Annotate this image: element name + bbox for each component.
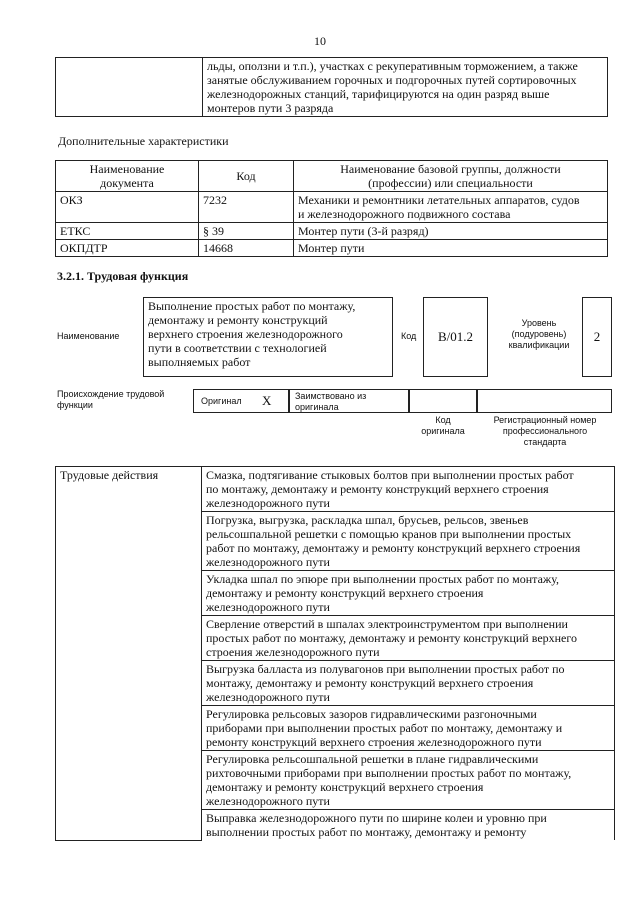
labor-actions-label: Трудовые действия bbox=[56, 467, 202, 841]
registration-number-label bbox=[478, 415, 612, 448]
name-label: Наименование bbox=[57, 331, 120, 341]
action-item bbox=[202, 751, 615, 810]
action-line: железнодорожного пути bbox=[206, 496, 330, 510]
action-item bbox=[202, 467, 615, 512]
labor-actions-table bbox=[55, 466, 615, 841]
borrowed-line: Заимствовано из bbox=[295, 391, 367, 401]
table-header-row bbox=[56, 161, 608, 192]
code-label: Код bbox=[401, 331, 417, 341]
action-line: железнодорожного пути bbox=[206, 794, 330, 808]
name-line: пути в соответствии с технологией bbox=[148, 341, 327, 355]
action-item bbox=[202, 571, 615, 616]
action-line: выполнении простых работ по монтажу, демонтажу и ремонту bbox=[206, 825, 527, 839]
action-line: простых работ по монтажу, демонтажу и ремонту конструкций верхнего bbox=[206, 631, 578, 645]
cell-code: 14668 bbox=[199, 240, 294, 257]
cell-code: § 39 bbox=[199, 223, 294, 240]
function-name-box bbox=[143, 297, 393, 377]
function-code-box: B/01.2 bbox=[423, 297, 488, 377]
name-line: демонтажу и ремонту конструкций bbox=[148, 313, 328, 327]
table-row bbox=[56, 223, 608, 240]
action-line: Смазка, подтягивание стыковых болтов при выполнении простых работ bbox=[206, 468, 574, 482]
qualification-level-box: 2 bbox=[582, 297, 612, 377]
registration-number-box bbox=[477, 389, 612, 413]
continuation-table bbox=[55, 57, 608, 117]
action-line: строения железнодорожного пути bbox=[206, 645, 380, 659]
origin-label-line: Происхождение трудовой bbox=[57, 389, 165, 399]
text-line: льды, оползни и т.п.), участках с рекуперативным торможением, а также bbox=[207, 59, 578, 73]
action-line: железнодорожного пути bbox=[206, 555, 330, 569]
text-line: монтеров пути 3 разряда bbox=[207, 101, 334, 115]
action-line: по монтажу, демонтажу и ремонту конструкций верхнего строения bbox=[206, 482, 549, 496]
level-label-line: (подуровень) bbox=[511, 329, 567, 339]
code-original-box bbox=[409, 389, 477, 413]
cell-document: ОКПДТР bbox=[56, 240, 199, 257]
action-item bbox=[202, 810, 615, 841]
original-mark: X bbox=[262, 393, 272, 408]
continuation-empty-cell bbox=[56, 58, 203, 117]
code-original-line: оригинала bbox=[421, 426, 465, 436]
action-item bbox=[202, 706, 615, 751]
action-line: Выправка железнодорожного пути по ширине колеи и уровню при bbox=[206, 811, 547, 825]
header-code: Код bbox=[199, 161, 294, 192]
action-line: рихтовочными приборами при выполнении простых работ по монтажу, bbox=[206, 766, 572, 780]
reg-line: профессионального bbox=[502, 426, 588, 436]
table-row bbox=[56, 192, 608, 223]
header-line: документа bbox=[100, 176, 154, 190]
origin-label-line: функции bbox=[57, 400, 93, 410]
original-box bbox=[193, 389, 289, 413]
labor-function-title: 3.2.1. Трудовая функция bbox=[57, 269, 189, 283]
action-line: демонтажу и ремонту конструкций верхнего строения bbox=[206, 780, 484, 794]
header-line: Наименование базовой группы, должности bbox=[340, 162, 561, 176]
code-original-label bbox=[410, 415, 476, 437]
action-item bbox=[202, 616, 615, 661]
header-line: Наименование bbox=[89, 162, 165, 176]
name-line: верхнего строения железнодорожного bbox=[148, 327, 343, 341]
action-line: Регулировка рельсовых зазоров гидравлическими разгоночными bbox=[206, 707, 537, 721]
cell-code: 7232 bbox=[199, 192, 294, 223]
code-original-line: Код bbox=[435, 415, 451, 425]
cell-line: и железнодорожного подвижного состава bbox=[298, 207, 511, 221]
text-line: занятые обслуживанием горочных и подгорочных путей сортировочных bbox=[207, 73, 577, 87]
action-line: Укладка шпал по эпюре при выполнении простых работ по монтажу, bbox=[206, 572, 559, 586]
action-line: железнодорожного пути bbox=[206, 600, 330, 614]
action-item bbox=[202, 661, 615, 706]
cell-name: Монтер пути (3-й разряд) bbox=[294, 223, 608, 240]
action-line: демонтажу и ремонту конструкций верхнего строения bbox=[206, 586, 484, 600]
action-line: рельсошпальной решетки с помощью кранов при выполнении простых bbox=[206, 527, 572, 541]
action-line: монтажу, демонтажу и ремонту конструкций верхнего строения bbox=[206, 676, 534, 690]
name-line: Выполнение простых работ по монтажу, bbox=[148, 299, 356, 313]
name-line: выполняемых работ bbox=[148, 355, 251, 369]
origin-label bbox=[57, 389, 197, 411]
borrowed-line: оригинала bbox=[295, 402, 339, 412]
reg-line: Регистрационный номер bbox=[493, 415, 597, 425]
action-line: ремонту конструкций верхнего строения железнодорожного пути bbox=[206, 735, 542, 749]
borrowed-box bbox=[289, 389, 409, 413]
additional-characteristics-title: Дополнительные характеристики bbox=[58, 134, 229, 148]
original-label: Оригинал bbox=[201, 396, 242, 406]
action-line: приборами при выполнении простых работ по монтажу, демонтажу и bbox=[206, 721, 563, 735]
action-line: Сверление отверстий в шпалах электроинструментом при выполнении bbox=[206, 617, 568, 631]
page-number: 10 bbox=[314, 34, 326, 48]
action-item bbox=[202, 512, 615, 571]
continuation-text-cell bbox=[203, 58, 608, 117]
reg-line: стандарта bbox=[523, 437, 567, 447]
cell-name: Монтер пути bbox=[294, 240, 608, 257]
header-document bbox=[56, 161, 199, 192]
table-row bbox=[56, 240, 608, 257]
level-label-line: Уровень bbox=[521, 318, 557, 328]
qualification-level-label bbox=[496, 318, 582, 351]
additional-characteristics-table bbox=[55, 160, 608, 257]
action-line: Погрузка, выгрузка, раскладка шпал, брусьев, рельсов, звеньев bbox=[206, 513, 529, 527]
borrowed-label bbox=[295, 391, 405, 413]
action-line: Выгрузка балласта из полувагонов при выполнении простых работ по bbox=[206, 662, 565, 676]
header-group bbox=[294, 161, 608, 192]
action-line: Регулировка рельсошпальной решетки в плане гидравлическими bbox=[206, 752, 539, 766]
cell-line: Механики и ремонтники летательных аппаратов, судов bbox=[298, 193, 580, 207]
cell-document: ОКЗ bbox=[56, 192, 199, 223]
action-line: работ по монтажу, демонтажу и ремонту конструкций верхнего строения bbox=[206, 541, 581, 555]
text-line: железнодорожных станций, тарифицируются на один разряд выше bbox=[207, 87, 550, 101]
cell-document: ЕТКС bbox=[56, 223, 199, 240]
table-row bbox=[56, 467, 615, 512]
action-line: железнодорожного пути bbox=[206, 690, 330, 704]
header-line: (профессии) или специальности bbox=[368, 176, 533, 190]
level-label-line: квалификации bbox=[508, 340, 570, 350]
cell-name bbox=[294, 192, 608, 223]
